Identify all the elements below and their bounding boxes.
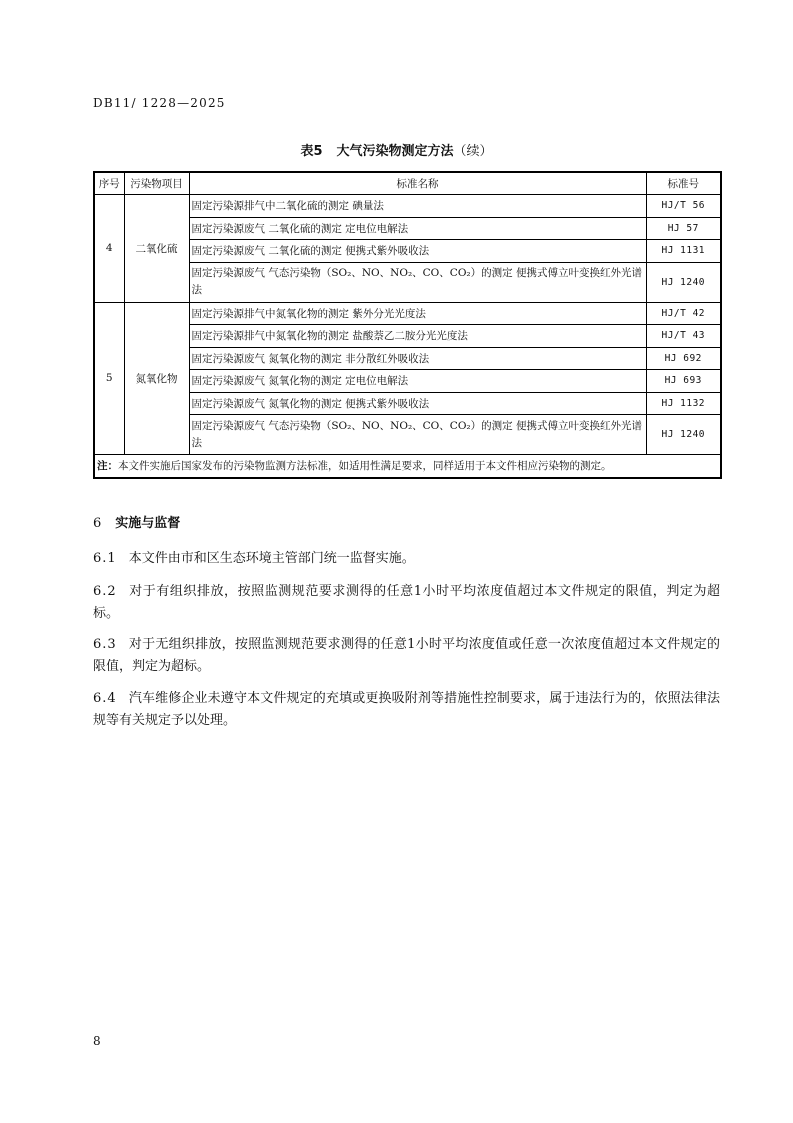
table-header-row bbox=[94, 172, 721, 195]
standard-number: HJ/T 56 bbox=[646, 195, 721, 218]
clause-number: 6.1 bbox=[93, 551, 117, 566]
clause-6-2 bbox=[93, 581, 720, 625]
table-row bbox=[94, 217, 721, 240]
table-note bbox=[94, 455, 721, 478]
section-heading bbox=[93, 512, 180, 531]
clause-6-4 bbox=[93, 688, 720, 732]
table-row bbox=[94, 370, 721, 393]
standard-number: HJ 1240 bbox=[646, 262, 721, 302]
table-row bbox=[94, 325, 721, 348]
standard-name: 固定污染源废气 氮氧化物的测定 便携式紫外吸收法 bbox=[189, 392, 646, 415]
table-row bbox=[94, 240, 721, 263]
row-seq: 5 bbox=[94, 302, 124, 455]
page-number: 8 bbox=[93, 1034, 101, 1048]
clause-text: 对于无组织排放，按照监测规范要求测得的任意1小时平均浓度值或任意一次浓度值超过本文件规定的限值，判定为超标。 bbox=[93, 637, 720, 674]
standard-name: 固定污染源废气 气态污染物（SO₂、NO、NO₂、CO、CO₂）的测定 便携式傅立叶变换红外光谱法 bbox=[189, 415, 646, 455]
header-seq: 序号 bbox=[94, 172, 124, 195]
standard-name: 固定污染源废气 氮氧化物的测定 定电位电解法 bbox=[189, 370, 646, 393]
clause-text: 对于有组织排放，按照监测规范要求测得的任意1小时平均浓度值超过本文件规定的限值，判定为超标。 bbox=[93, 584, 720, 621]
standard-number: HJ 1131 bbox=[646, 240, 721, 263]
table-caption-suffix: （续） bbox=[453, 144, 493, 159]
document-code: DB11/ 1228—2025 bbox=[93, 96, 226, 110]
header-pollutant: 污染物项目 bbox=[124, 172, 189, 195]
table-note-row bbox=[94, 455, 721, 478]
header-standard-number: 标准号 bbox=[646, 172, 721, 195]
clause-6-3 bbox=[93, 634, 720, 678]
table-row bbox=[94, 302, 721, 325]
standard-name: 固定污染源排气中二氧化硫的测定 碘量法 bbox=[189, 195, 646, 218]
table-note-label: 注： bbox=[97, 460, 118, 473]
table-row bbox=[94, 262, 721, 302]
table-row bbox=[94, 392, 721, 415]
clause-text: 本文件由市和区生态环境主管部门统一监督实施。 bbox=[128, 551, 415, 566]
standard-number: HJ/T 42 bbox=[646, 302, 721, 325]
table-row bbox=[94, 195, 721, 218]
clause-number: 6.2 bbox=[93, 584, 117, 599]
standard-name: 固定污染源废气 氮氧化物的测定 非分散红外吸收法 bbox=[189, 347, 646, 370]
clause-6-1 bbox=[93, 548, 720, 570]
standards-table bbox=[93, 171, 722, 479]
clause-number: 6.4 bbox=[93, 691, 117, 706]
standard-number: HJ 57 bbox=[646, 217, 721, 240]
table-caption-title: 大气污染物测定方法 bbox=[336, 144, 454, 159]
table-row bbox=[94, 347, 721, 370]
clause-text: 汽车维修企业未遵守本文件规定的充填或更换吸附剂等措施性控制要求，属于违法行为的，依照法律法规等有关规定予以处理。 bbox=[93, 691, 720, 728]
standard-name: 固定污染源排气中氮氧化物的测定 紫外分光光度法 bbox=[189, 302, 646, 325]
clause-number: 6.3 bbox=[93, 637, 117, 652]
table-caption-label: 表5 bbox=[300, 144, 323, 159]
section-number: 6 bbox=[93, 516, 102, 531]
table-note-text: 本文件实施后国家发布的污染物监测方法标准，如适用性满足要求，同样适用于本文件相应污染物的测定。 bbox=[118, 460, 612, 473]
standard-name: 固定污染源排气中氮氧化物的测定 盐酸萘乙二胺分光光度法 bbox=[189, 325, 646, 348]
table-caption bbox=[0, 140, 793, 159]
standard-number: HJ 1132 bbox=[646, 392, 721, 415]
standard-name: 固定污染源废气 二氧化硫的测定 定电位电解法 bbox=[189, 217, 646, 240]
table-row bbox=[94, 415, 721, 455]
row-seq: 4 bbox=[94, 195, 124, 303]
header-standard-name: 标准名称 bbox=[189, 172, 646, 195]
row-pollutant: 氮氧化物 bbox=[124, 302, 189, 455]
standard-number: HJ 692 bbox=[646, 347, 721, 370]
standard-number: HJ 693 bbox=[646, 370, 721, 393]
standard-name: 固定污染源废气 二氧化硫的测定 便携式紫外吸收法 bbox=[189, 240, 646, 263]
row-pollutant: 二氧化硫 bbox=[124, 195, 189, 303]
standard-name: 固定污染源废气 气态污染物（SO₂、NO、NO₂、CO、CO₂）的测定 便携式傅立叶变换红外光谱法 bbox=[189, 262, 646, 302]
section-title: 实施与监督 bbox=[115, 516, 181, 531]
standard-number: HJ/T 43 bbox=[646, 325, 721, 348]
standard-number: HJ 1240 bbox=[646, 415, 721, 455]
